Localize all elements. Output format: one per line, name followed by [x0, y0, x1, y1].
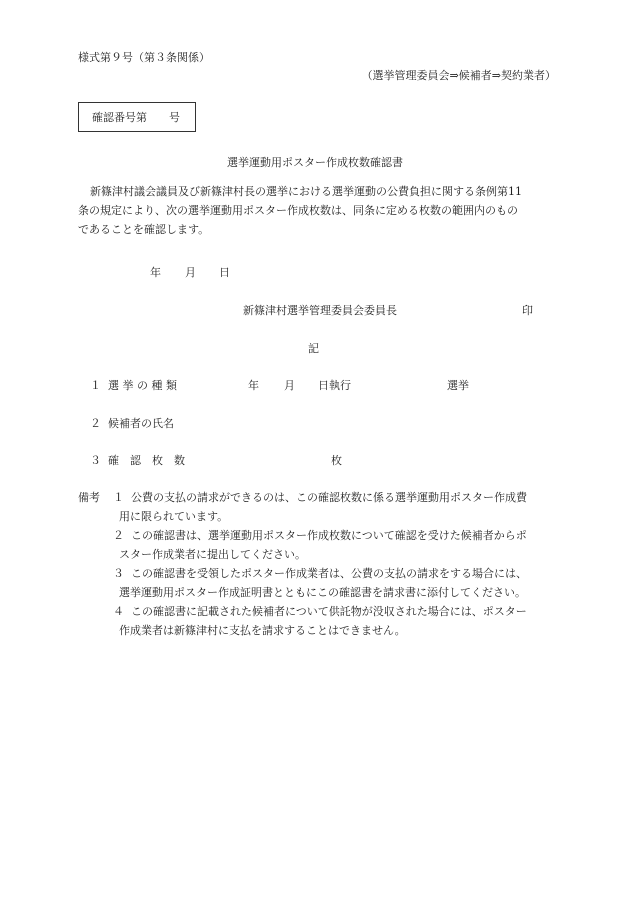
item1-label: 選 挙 の 種 類 [108, 379, 177, 392]
item1-election: 選挙 [447, 379, 469, 392]
item1-month: 月 [284, 379, 295, 392]
form-number: 様式第９号（第３条関係） [78, 51, 210, 64]
remark-line: 公費の支払の請求ができるのは、この確認枚数に係る選挙運動用ポスター作成費 [131, 491, 527, 504]
date-day: 日 [219, 266, 230, 279]
remark-line: この確認書に記載された候補者について供託物が没収された場合には、ポスター [131, 605, 527, 618]
date-month: 月 [185, 266, 196, 279]
item1-day-exec: 日執行 [318, 379, 351, 392]
remark-line: 選挙運動用ポスター作成証明書とともにこの確認書を請求書に添付してください。 [119, 586, 526, 599]
remark-number: ３ [113, 567, 124, 580]
remarks-heading: 備考 [78, 491, 100, 504]
item1-number: １ [90, 379, 101, 392]
remark-number: ２ [113, 529, 124, 542]
body-line: 条の規定により、次の選挙運動用ポスター作成枚数は、同条に定める枚数の範囲内のもの [78, 204, 518, 217]
item2-label: 候補者の氏名 [108, 417, 174, 430]
ki-heading: 記 [308, 342, 319, 355]
seal-mark: 印 [522, 304, 533, 317]
item3-label: 確 認 枚 数 [108, 454, 185, 467]
confirmation-number-label: 確認番号第 号 [92, 111, 180, 124]
remark-line: この確認書を受領したポスター作成業者は、公費の支払の請求をする場合には、 [131, 567, 527, 580]
remark-line: スター作成業者に提出してください。 [119, 548, 306, 561]
remark-line: 用に限られています。 [119, 510, 229, 523]
routing-note: （選挙管理委員会⇒候補者⇒契約業者） [361, 69, 556, 82]
item1-year: 年 [248, 379, 259, 392]
body-line: 新篠津村議会議員及び新篠津村長の選挙における選挙運動の公費負担に関する条例第11 [90, 185, 522, 198]
remark-line: この確認書は、選挙運動用ポスター作成枚数について確認を受けた候補者からポ [131, 529, 527, 542]
remark-line: 作成業者は新篠津村に支払を請求することはできません。 [119, 624, 406, 637]
document-title: 選挙運動用ポスター作成枚数確認書 [227, 156, 403, 169]
item3-unit: 枚 [331, 454, 342, 467]
item3-number: ３ [90, 454, 101, 467]
body-line: であることを確認します。 [78, 223, 210, 236]
remark-number: １ [113, 491, 124, 504]
date-year: 年 [150, 266, 161, 279]
signatory-name: 新篠津村選挙管理委員会委員長 [243, 304, 397, 317]
item2-number: ２ [90, 417, 101, 430]
remark-number: ４ [113, 605, 124, 618]
